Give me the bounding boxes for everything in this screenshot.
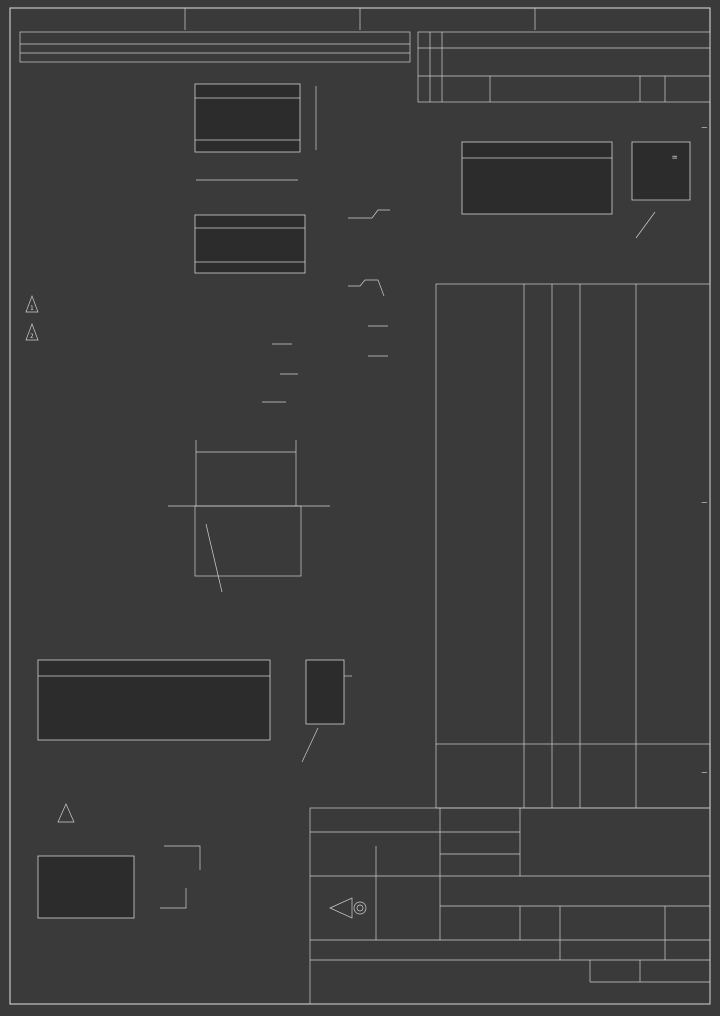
svg-text:2: 2 [30,333,34,340]
iso-view-9 [462,142,690,238]
projection-icon [330,898,352,918]
iso-view-2 [38,804,200,918]
title-block [310,808,710,1004]
pcb-layout-drawing [168,440,330,592]
svg-text:=: = [672,153,678,163]
revisions-block [418,32,710,102]
svg-text:1: 1 [30,305,34,312]
flag-icon [58,804,74,822]
svg-text:–: – [701,498,707,508]
svg-text:–: – [701,768,707,778]
header-strip [20,32,410,62]
svg-text:–: – [701,123,707,133]
top-view-drawing [195,84,390,402]
notes-block [26,296,38,340]
part-table [436,284,710,808]
iso-view-5 [38,660,352,762]
